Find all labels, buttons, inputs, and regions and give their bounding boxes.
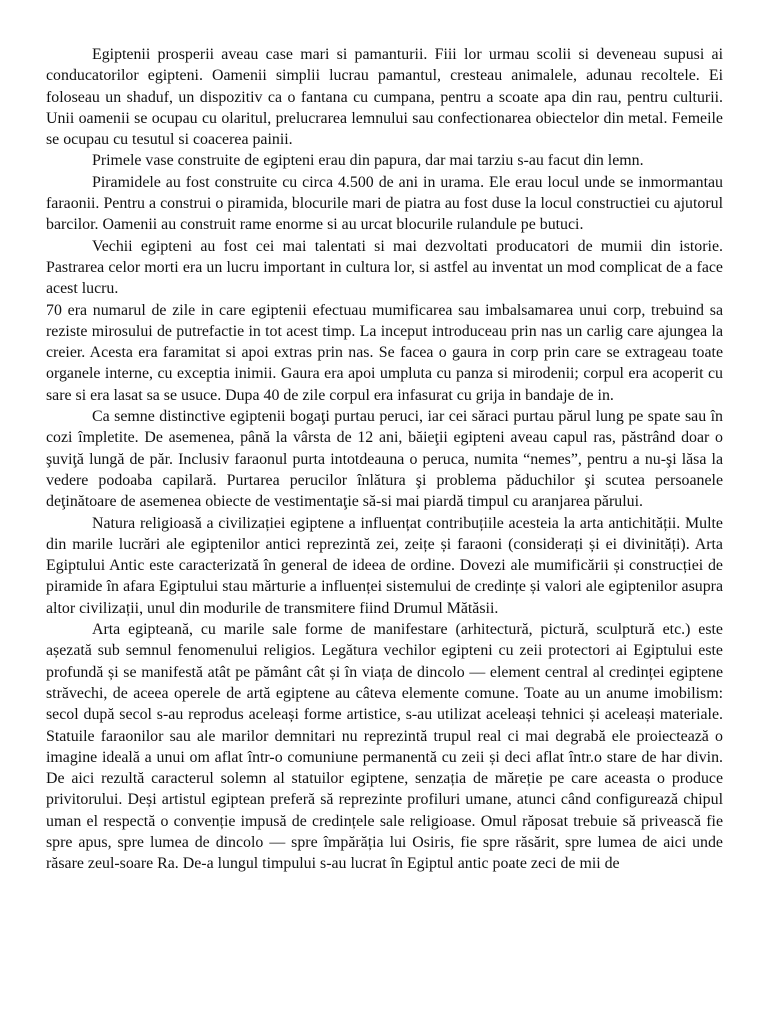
paragraph-pyramids: Piramidele au fost construite cu circa 4.500 de ani in urama. Ele erau locul unde se inmormantau faraonii. Pentru a construi o piramida, blocurile mari de piatra au fost duse la locul constructiei cu ajutorul barcilor. Oamenii au construit rame enorme si au urcat blocurile rulandule pe butuci. bbox=[46, 173, 723, 234]
paragraph-egyptian-art: Arta egipteană, cu marile sale forme de manifestare (arhitectură, pictură, sculptură etc.) este așezată sub semnul fenomenului religios. Legătura vechilor egipteni cu zeii protectori ai Egiptului este profundă și se manifestă atât pe pământ cât și în viața de dincolo — element central al credinței egiptene străvechi, de aceea operele de artă egiptene au câteva elemente comune. Toate au un anume imobilism: secol după secol s-au reprodus aceleași forme artistice, s-au utilizat aceleași tehnici și aceleași materiale. Statuile faraonilor sau ale marilor demnitari nu reprezintă trupul real ci mai degrabă ele proiectează o imagine ideală a unui om aflat într-o comuniune permanentă cu zeii și deci aflat într.o stare de har divin. De aici rezultă caracterul solemn al statuilor egiptene, senzația de măreție pe care aceasta o produce privitorului. Deși artistul egiptean preferă să reprezinte profiluri umane, atunci când configurează chipul uman el respectă o convenție impusă de credințele sale religioase. Omul răposat trebuie să privească fie spre apus, spre lumea de dincolo — spre împărăția lui Osiris, fie spre răsărit, spre lumea de aici unde răsare zeul-soare Ra. De-a lungul timpului s-au lucrat în Egiptul antic poate zeci de mii de bbox=[46, 621, 723, 873]
paragraph-mummification: 70 era numarul de zile in care egiptenii efectuau mumificarea sau imbalsamarea unui corp, trebuind sa reziste mirosului de putrefactie in tot acest timp. La inceput introduceau prin nas un carlig care ajungea la creier. Acesta era faramitat si apoi extras prin nas. Se facea o gaura in corp prin care se extrageau toate organele interne, cu exceptia inimii. Gaura era apoi umpluta cu panza si mirodenii; corpul era acoperit cu sare si era lasat sa se usuce. Dupa 40 de zile corpul era infasurat cu grija in bandaje de in. bbox=[46, 301, 723, 404]
paragraph-religious-nature: Natura religioasă a civilizației egiptene a influențat contribuțiile acesteia la arta antichității. Multe din marile lucrări ale egiptenilor antici reprezintă zei, zeițe și faraoni (considerați și ei divinități). Arta Egiptului Antic este caracterizată în general de ideea de ordine. Dovezi ale mumificării și construcției de piramide în afara Egiptului stau mărturie a influenței sistemului de credințe și valori ale egiptenilor asupra altor civilizații, unul din modurile de transmitere fiind Drumul Mătăsii. bbox=[46, 514, 723, 617]
paragraph-wigs: Ca semne distinctive egiptenii bogaţi purtau peruci, iar cei săraci purtau părul lung pe spate sau în cozi împletite. De asemenea, până la vârsta de 12 ani, băieţii egipteni aveau capul ras, păstrând doar o şuviţă lungă de păr. Inclusiv faraonul purta intotdeauna o peruca, numita “nemes”, pentru a nu-şi lăsa la vedere podoaba capilară. Purtarea perucilor înlătura şi problema păduchilor şi scutea persoanele deţinătoare de asemenea obiecte de vestimentaţie să-si mai piardă timpul cu aranjarea părului. bbox=[46, 408, 723, 511]
paragraph-first-vessels: Primele vase construite de egipteni erau din papura, dar mai tarziu s-au facut din lemn. bbox=[92, 152, 644, 170]
paragraph-prosperous-egyptians: Egiptenii prosperii aveau case mari si pamanturii. Fiii lor urmau scolii si deveneau supusi ai conducatorilor egipteni. Oamenii simplii lucrau pamantul, cresteau animalele, adunau recoltele. Ei foloseau un shaduf, un dispozitiv ca o fantana cu cumpana, pentru a scoate apa din rau, pentru culturii. Unii oamenii se ocupau cu olaritul, prelucrarea lemnului sau confectionarea obiectelor din metal. Femeile se ocupau cu tesutul si coacerea painii. bbox=[46, 46, 723, 149]
paragraph-mummies: Vechii egipteni au fost cei mai talentati si mai dezvoltati producatori de mumii din istorie. Pastrarea celor morti era un lucru important in cultura lor, si astfel au inventat un mod complicat de a face acest lucru. bbox=[46, 237, 723, 298]
